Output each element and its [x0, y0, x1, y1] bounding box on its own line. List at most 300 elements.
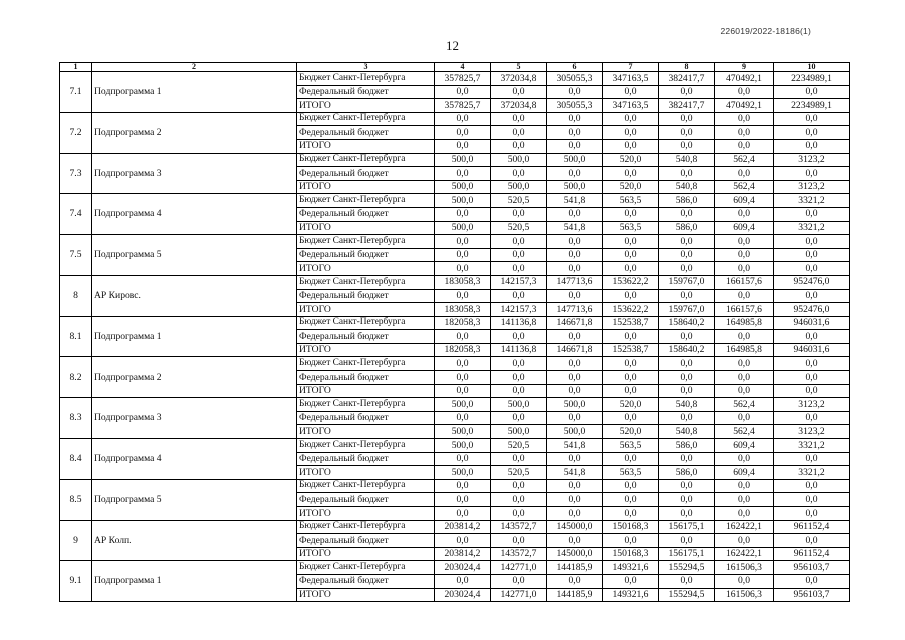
amount-cell: 0,0	[659, 411, 715, 425]
amount-cell: 182058,3	[435, 343, 491, 357]
amount-cell: 0,0	[715, 235, 774, 249]
amount-cell: 0,0	[715, 357, 774, 371]
amount-cell: 609,4	[715, 466, 774, 480]
amount-cell: 961152,4	[774, 520, 850, 534]
amount-cell: 0,0	[547, 85, 603, 99]
table-row	[60, 357, 850, 371]
item-code: 9.1	[60, 561, 92, 602]
amount-cell: 0,0	[774, 207, 850, 221]
amount-cell: 3123,2	[774, 180, 850, 194]
amount-cell: 0,0	[491, 112, 547, 126]
column-header: 6	[547, 63, 603, 72]
amount-cell: 540,8	[659, 398, 715, 412]
amount-cell: 0,0	[659, 493, 715, 507]
amount-cell: 0,0	[491, 167, 547, 181]
funding-source: Федеральный бюджет	[297, 126, 435, 140]
amount-cell: 147713,6	[547, 275, 603, 289]
funding-source: Бюджет Санкт-Петербурга	[297, 153, 435, 167]
amount-cell: 357825,7	[435, 72, 491, 86]
amount-cell: 0,0	[603, 207, 659, 221]
amount-cell: 0,0	[603, 139, 659, 153]
amount-cell: 0,0	[491, 330, 547, 344]
amount-cell: 0,0	[491, 85, 547, 99]
amount-cell: 541,8	[547, 439, 603, 453]
funding-source: ИТОГО	[297, 384, 435, 398]
amount-cell: 347163,5	[603, 72, 659, 86]
column-header: 3	[297, 63, 435, 72]
amount-cell: 357825,7	[435, 99, 491, 113]
amount-cell: 0,0	[774, 507, 850, 521]
amount-cell: 0,0	[774, 357, 850, 371]
funding-source: Федеральный бюджет	[297, 534, 435, 548]
funding-source: Бюджет Санкт-Петербурга	[297, 72, 435, 86]
amount-cell: 956103,7	[774, 561, 850, 575]
funding-source: ИТОГО	[297, 588, 435, 602]
amount-cell: 164985,8	[715, 343, 774, 357]
amount-cell: 0,0	[715, 452, 774, 466]
amount-cell: 0,0	[659, 112, 715, 126]
amount-cell: 0,0	[603, 384, 659, 398]
amount-cell: 609,4	[715, 439, 774, 453]
amount-cell: 146671,8	[547, 343, 603, 357]
funding-source: ИТОГО	[297, 466, 435, 480]
amount-cell: 0,0	[435, 167, 491, 181]
item-code: 8.1	[60, 316, 92, 357]
item-code: 7.1	[60, 72, 92, 113]
amount-cell: 382417,7	[659, 72, 715, 86]
amount-cell: 0,0	[603, 235, 659, 249]
amount-cell: 0,0	[715, 493, 774, 507]
amount-cell: 500,0	[435, 221, 491, 235]
amount-cell: 0,0	[774, 262, 850, 276]
amount-cell: 0,0	[603, 126, 659, 140]
item-name: Подпрограмма 1	[92, 316, 297, 357]
item-code: 7.5	[60, 235, 92, 276]
amount-cell: 166157,6	[715, 303, 774, 317]
item-name: Подпрограмма 3	[92, 398, 297, 439]
item-code: 8.4	[60, 439, 92, 480]
column-header: 7	[603, 63, 659, 72]
amount-cell: 0,0	[435, 248, 491, 262]
amount-cell: 0,0	[659, 357, 715, 371]
amount-cell: 562,4	[715, 425, 774, 439]
amount-cell: 0,0	[547, 112, 603, 126]
item-code: 8.3	[60, 398, 92, 439]
amount-cell: 347163,5	[603, 99, 659, 113]
funding-source: Бюджет Санкт-Петербурга	[297, 275, 435, 289]
amount-cell: 305055,3	[547, 72, 603, 86]
amount-cell: 141136,8	[491, 316, 547, 330]
amount-cell: 0,0	[435, 85, 491, 99]
amount-cell: 0,0	[774, 534, 850, 548]
amount-cell: 142157,3	[491, 275, 547, 289]
amount-cell: 382417,7	[659, 99, 715, 113]
funding-source: Федеральный бюджет	[297, 411, 435, 425]
amount-cell: 0,0	[715, 330, 774, 344]
amount-cell: 203814,2	[435, 547, 491, 561]
amount-cell: 0,0	[659, 479, 715, 493]
amount-cell: 0,0	[435, 371, 491, 385]
funding-source: ИТОГО	[297, 139, 435, 153]
amount-cell: 142157,3	[491, 303, 547, 317]
amount-cell: 0,0	[715, 479, 774, 493]
amount-cell: 0,0	[435, 289, 491, 303]
amount-cell: 0,0	[715, 289, 774, 303]
funding-source: Бюджет Санкт-Петербурга	[297, 316, 435, 330]
amount-cell: 0,0	[435, 574, 491, 588]
amount-cell: 155294,5	[659, 561, 715, 575]
amount-cell: 520,5	[491, 439, 547, 453]
amount-cell: 155294,5	[659, 588, 715, 602]
item-code: 9	[60, 520, 92, 561]
amount-cell: 0,0	[435, 411, 491, 425]
amount-cell: 183058,3	[435, 303, 491, 317]
amount-cell: 3321,2	[774, 439, 850, 453]
amount-cell: 609,4	[715, 194, 774, 208]
amount-cell: 0,0	[659, 248, 715, 262]
amount-cell: 500,0	[435, 439, 491, 453]
column-number-row	[60, 63, 850, 72]
funding-source: Федеральный бюджет	[297, 371, 435, 385]
amount-cell: 0,0	[774, 574, 850, 588]
column-header: 8	[659, 63, 715, 72]
amount-cell: 2234989,1	[774, 72, 850, 86]
amount-cell: 500,0	[435, 425, 491, 439]
table-row	[60, 439, 850, 453]
amount-cell: 0,0	[715, 139, 774, 153]
amount-cell: 0,0	[435, 507, 491, 521]
amount-cell: 500,0	[547, 153, 603, 167]
amount-cell: 0,0	[547, 357, 603, 371]
amount-cell: 500,0	[547, 425, 603, 439]
amount-cell: 500,0	[491, 180, 547, 194]
funding-source: Бюджет Санкт-Петербурга	[297, 561, 435, 575]
funding-source: Федеральный бюджет	[297, 452, 435, 466]
amount-cell: 0,0	[774, 493, 850, 507]
amount-cell: 0,0	[435, 357, 491, 371]
amount-cell: 0,0	[659, 289, 715, 303]
amount-cell: 142771,0	[491, 561, 547, 575]
amount-cell: 0,0	[435, 262, 491, 276]
amount-cell: 0,0	[659, 507, 715, 521]
amount-cell: 0,0	[774, 85, 850, 99]
funding-source: ИТОГО	[297, 303, 435, 317]
funding-source: ИТОГО	[297, 507, 435, 521]
amount-cell: 0,0	[491, 384, 547, 398]
amount-cell: 0,0	[547, 574, 603, 588]
amount-cell: 152538,7	[603, 316, 659, 330]
amount-cell: 956103,7	[774, 588, 850, 602]
funding-source: Бюджет Санкт-Петербурга	[297, 479, 435, 493]
table-row	[60, 275, 850, 289]
amount-cell: 3123,2	[774, 153, 850, 167]
page-number: 12	[446, 38, 459, 53]
amount-cell: 0,0	[659, 85, 715, 99]
item-name: АР Кировс.	[92, 275, 297, 316]
amount-cell: 0,0	[774, 452, 850, 466]
amount-cell: 3321,2	[774, 221, 850, 235]
amount-cell: 609,4	[715, 221, 774, 235]
amount-cell: 0,0	[547, 207, 603, 221]
amount-cell: 952476,0	[774, 303, 850, 317]
amount-cell: 0,0	[715, 167, 774, 181]
amount-cell: 500,0	[435, 153, 491, 167]
amount-cell: 0,0	[715, 112, 774, 126]
amount-cell: 143572,7	[491, 520, 547, 534]
funding-source: Федеральный бюджет	[297, 85, 435, 99]
table-row	[60, 561, 850, 575]
amount-cell: 0,0	[547, 371, 603, 385]
amount-cell: 520,0	[603, 425, 659, 439]
amount-cell: 0,0	[435, 126, 491, 140]
amount-cell: 540,8	[659, 425, 715, 439]
amount-cell: 0,0	[491, 289, 547, 303]
amount-cell: 161506,3	[715, 561, 774, 575]
amount-cell: 0,0	[435, 493, 491, 507]
amount-cell: 500,0	[491, 425, 547, 439]
amount-cell: 0,0	[774, 384, 850, 398]
amount-cell: 952476,0	[774, 275, 850, 289]
amount-cell: 149321,6	[603, 561, 659, 575]
amount-cell: 0,0	[547, 507, 603, 521]
amount-cell: 152538,7	[603, 343, 659, 357]
amount-cell: 149321,6	[603, 588, 659, 602]
amount-cell: 0,0	[715, 207, 774, 221]
amount-cell: 470492,1	[715, 72, 774, 86]
amount-cell: 0,0	[774, 411, 850, 425]
amount-cell: 0,0	[659, 139, 715, 153]
amount-cell: 159767,0	[659, 275, 715, 289]
amount-cell: 150168,3	[603, 547, 659, 561]
amount-cell: 0,0	[603, 493, 659, 507]
amount-cell: 0,0	[603, 507, 659, 521]
amount-cell: 520,5	[491, 221, 547, 235]
funding-source: ИТОГО	[297, 547, 435, 561]
amount-cell: 0,0	[603, 411, 659, 425]
column-header: 1	[60, 63, 92, 72]
item-name: Подпрограмма 2	[92, 112, 297, 153]
amount-cell: 0,0	[435, 384, 491, 398]
amount-cell: 563,5	[603, 221, 659, 235]
amount-cell: 0,0	[774, 289, 850, 303]
amount-cell: 0,0	[659, 207, 715, 221]
funding-source: Бюджет Санкт-Петербурга	[297, 112, 435, 126]
amount-cell: 0,0	[547, 534, 603, 548]
amount-cell: 0,0	[547, 139, 603, 153]
amount-cell: 520,5	[491, 466, 547, 480]
amount-cell: 0,0	[603, 167, 659, 181]
amount-cell: 500,0	[547, 398, 603, 412]
amount-cell: 0,0	[491, 574, 547, 588]
amount-cell: 0,0	[659, 574, 715, 588]
funding-source: Федеральный бюджет	[297, 574, 435, 588]
item-name: Подпрограмма 1	[92, 561, 297, 602]
amount-cell: 0,0	[603, 262, 659, 276]
amount-cell: 0,0	[491, 139, 547, 153]
amount-cell: 0,0	[659, 330, 715, 344]
funding-source: Бюджет Санкт-Петербурга	[297, 398, 435, 412]
amount-cell: 562,4	[715, 180, 774, 194]
amount-cell: 0,0	[547, 493, 603, 507]
amount-cell: 0,0	[774, 112, 850, 126]
amount-cell: 500,0	[435, 398, 491, 412]
amount-cell: 162422,1	[715, 520, 774, 534]
amount-cell: 0,0	[491, 493, 547, 507]
amount-cell: 203024,4	[435, 561, 491, 575]
amount-cell: 946031,6	[774, 343, 850, 357]
amount-cell: 156175,1	[659, 547, 715, 561]
amount-cell: 0,0	[435, 235, 491, 249]
funding-source: Бюджет Санкт-Петербурга	[297, 357, 435, 371]
amount-cell: 0,0	[774, 371, 850, 385]
amount-cell: 156175,1	[659, 520, 715, 534]
amount-cell: 500,0	[435, 194, 491, 208]
amount-cell: 146671,8	[547, 316, 603, 330]
amount-cell: 142771,0	[491, 588, 547, 602]
amount-cell: 0,0	[435, 330, 491, 344]
amount-cell: 372034,8	[491, 99, 547, 113]
amount-cell: 0,0	[659, 235, 715, 249]
amount-cell: 150168,3	[603, 520, 659, 534]
amount-cell: 500,0	[547, 180, 603, 194]
amount-cell: 0,0	[491, 126, 547, 140]
amount-cell: 3321,2	[774, 194, 850, 208]
amount-cell: 0,0	[715, 384, 774, 398]
funding-source: ИТОГО	[297, 221, 435, 235]
amount-cell: 540,8	[659, 180, 715, 194]
document-id: 226019/2022-18186(1)	[720, 26, 811, 36]
amount-cell: 0,0	[435, 479, 491, 493]
table-row	[60, 398, 850, 412]
amount-cell: 143572,7	[491, 547, 547, 561]
amount-cell: 0,0	[715, 534, 774, 548]
amount-cell: 0,0	[603, 479, 659, 493]
item-name: Подпрограмма 5	[92, 235, 297, 276]
amount-cell: 0,0	[491, 534, 547, 548]
amount-cell: 562,4	[715, 153, 774, 167]
funding-source: Бюджет Санкт-Петербурга	[297, 439, 435, 453]
amount-cell: 0,0	[547, 289, 603, 303]
amount-cell: 0,0	[659, 534, 715, 548]
amount-cell: 520,0	[603, 153, 659, 167]
column-header: 5	[491, 63, 547, 72]
amount-cell: 0,0	[659, 262, 715, 276]
funding-source: ИТОГО	[297, 425, 435, 439]
funding-source: Федеральный бюджет	[297, 248, 435, 262]
amount-cell: 0,0	[603, 330, 659, 344]
item-name: Подпрограмма 4	[92, 439, 297, 480]
table-row	[60, 153, 850, 167]
amount-cell: 0,0	[491, 357, 547, 371]
amount-cell: 540,8	[659, 153, 715, 167]
amount-cell: 0,0	[603, 534, 659, 548]
amount-cell: 0,0	[547, 126, 603, 140]
table-row	[60, 520, 850, 534]
amount-cell: 541,8	[547, 194, 603, 208]
table-row	[60, 72, 850, 86]
amount-cell: 0,0	[491, 507, 547, 521]
amount-cell: 0,0	[547, 411, 603, 425]
amount-cell: 0,0	[603, 452, 659, 466]
amount-cell: 0,0	[435, 139, 491, 153]
amount-cell: 3321,2	[774, 466, 850, 480]
amount-cell: 3123,2	[774, 425, 850, 439]
amount-cell: 0,0	[715, 411, 774, 425]
item-code: 8.5	[60, 479, 92, 520]
amount-cell: 0,0	[491, 452, 547, 466]
amount-cell: 0,0	[603, 248, 659, 262]
amount-cell: 2234989,1	[774, 99, 850, 113]
funding-source: Бюджет Санкт-Петербурга	[297, 194, 435, 208]
amount-cell: 0,0	[715, 574, 774, 588]
amount-cell: 0,0	[659, 167, 715, 181]
amount-cell: 0,0	[547, 235, 603, 249]
amount-cell: 0,0	[715, 126, 774, 140]
amount-cell: 0,0	[659, 384, 715, 398]
column-header: 10	[774, 63, 850, 72]
amount-cell: 470492,1	[715, 99, 774, 113]
amount-cell: 541,8	[547, 466, 603, 480]
amount-cell: 0,0	[547, 452, 603, 466]
funding-source: Бюджет Санкт-Петербурга	[297, 235, 435, 249]
table-row	[60, 479, 850, 493]
amount-cell: 0,0	[547, 479, 603, 493]
amount-cell: 161506,3	[715, 588, 774, 602]
amount-cell: 563,5	[603, 466, 659, 480]
amount-cell: 0,0	[491, 235, 547, 249]
amount-cell: 500,0	[435, 180, 491, 194]
funding-source: Федеральный бюджет	[297, 330, 435, 344]
amount-cell: 0,0	[603, 85, 659, 99]
budget-table	[59, 62, 850, 602]
column-header: 4	[435, 63, 491, 72]
amount-cell: 520,0	[603, 180, 659, 194]
amount-cell: 0,0	[715, 248, 774, 262]
amount-cell: 586,0	[659, 194, 715, 208]
amount-cell: 145000,0	[547, 547, 603, 561]
funding-source: Бюджет Санкт-Петербурга	[297, 520, 435, 534]
amount-cell: 164985,8	[715, 316, 774, 330]
amount-cell: 158640,2	[659, 316, 715, 330]
amount-cell: 0,0	[603, 289, 659, 303]
amount-cell: 153622,2	[603, 303, 659, 317]
amount-cell: 586,0	[659, 466, 715, 480]
amount-cell: 563,5	[603, 194, 659, 208]
amount-cell: 0,0	[435, 452, 491, 466]
amount-cell: 0,0	[435, 534, 491, 548]
amount-cell: 183058,3	[435, 275, 491, 289]
amount-cell: 0,0	[774, 235, 850, 249]
amount-cell: 500,0	[491, 398, 547, 412]
amount-cell: 0,0	[774, 479, 850, 493]
amount-cell: 520,5	[491, 194, 547, 208]
amount-cell: 563,5	[603, 439, 659, 453]
amount-cell: 586,0	[659, 439, 715, 453]
amount-cell: 520,0	[603, 398, 659, 412]
table-row	[60, 194, 850, 208]
amount-cell: 0,0	[491, 262, 547, 276]
amount-cell: 159767,0	[659, 303, 715, 317]
amount-cell: 0,0	[603, 112, 659, 126]
amount-cell: 141136,8	[491, 343, 547, 357]
funding-source: ИТОГО	[297, 99, 435, 113]
amount-cell: 0,0	[659, 371, 715, 385]
amount-cell: 145000,0	[547, 520, 603, 534]
amount-cell: 0,0	[491, 371, 547, 385]
amount-cell: 0,0	[491, 248, 547, 262]
item-code: 7.4	[60, 194, 92, 235]
funding-source: ИТОГО	[297, 262, 435, 276]
